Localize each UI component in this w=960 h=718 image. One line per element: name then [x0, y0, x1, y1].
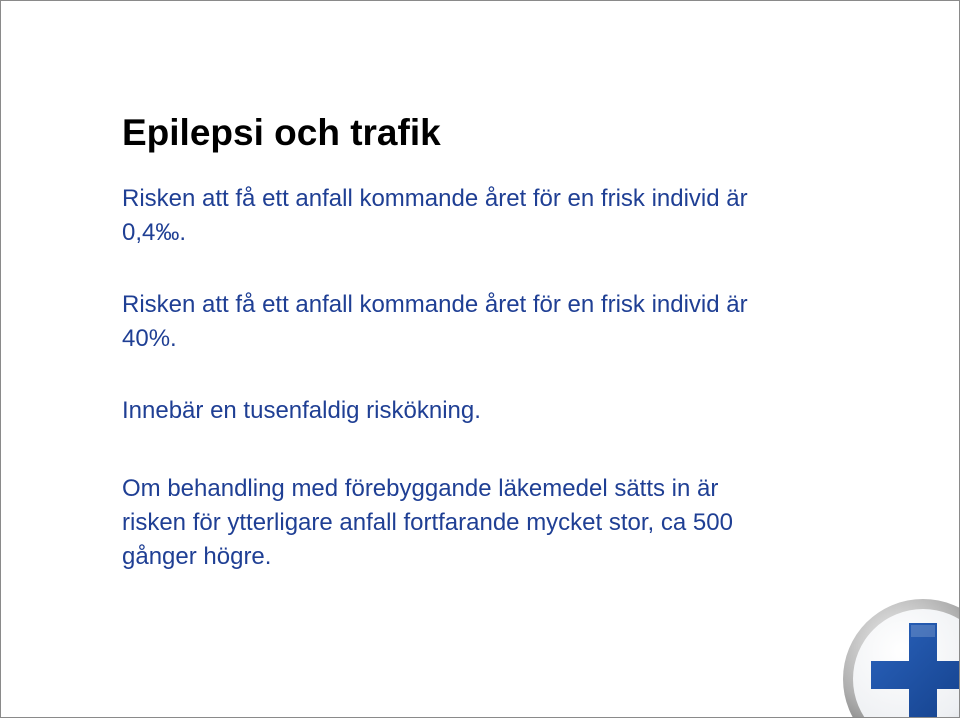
paragraph-line: Risken att få ett anfall kommande året för en frisk individ är	[122, 291, 748, 318]
paragraph-epilepsy-risk	[122, 288, 842, 356]
paragraph-line: 40%.	[122, 325, 177, 352]
paragraph-line: Om behandling med förebyggande läkemedel sätts in är	[122, 475, 719, 502]
paragraph-line: gånger högre.	[122, 543, 272, 570]
blue-cross-badge-icon	[841, 597, 960, 718]
paragraph-line: Innebär en tusenfaldig riskökning.	[122, 397, 481, 424]
slide-title: Epilepsi och trafik	[122, 112, 441, 153]
paragraph-treatment	[122, 472, 842, 574]
paragraph-line: Risken att få ett anfall kommande året för en frisk individ är	[122, 185, 748, 212]
paragraph-line: risken för ytterligare anfall fortfarande mycket stor, ca 500	[122, 509, 733, 536]
cross-highlight	[911, 625, 935, 637]
paragraph-line: 0,4‰.	[122, 219, 187, 246]
paragraph-risk-increase	[122, 394, 842, 428]
paragraph-healthy-risk	[122, 182, 842, 250]
